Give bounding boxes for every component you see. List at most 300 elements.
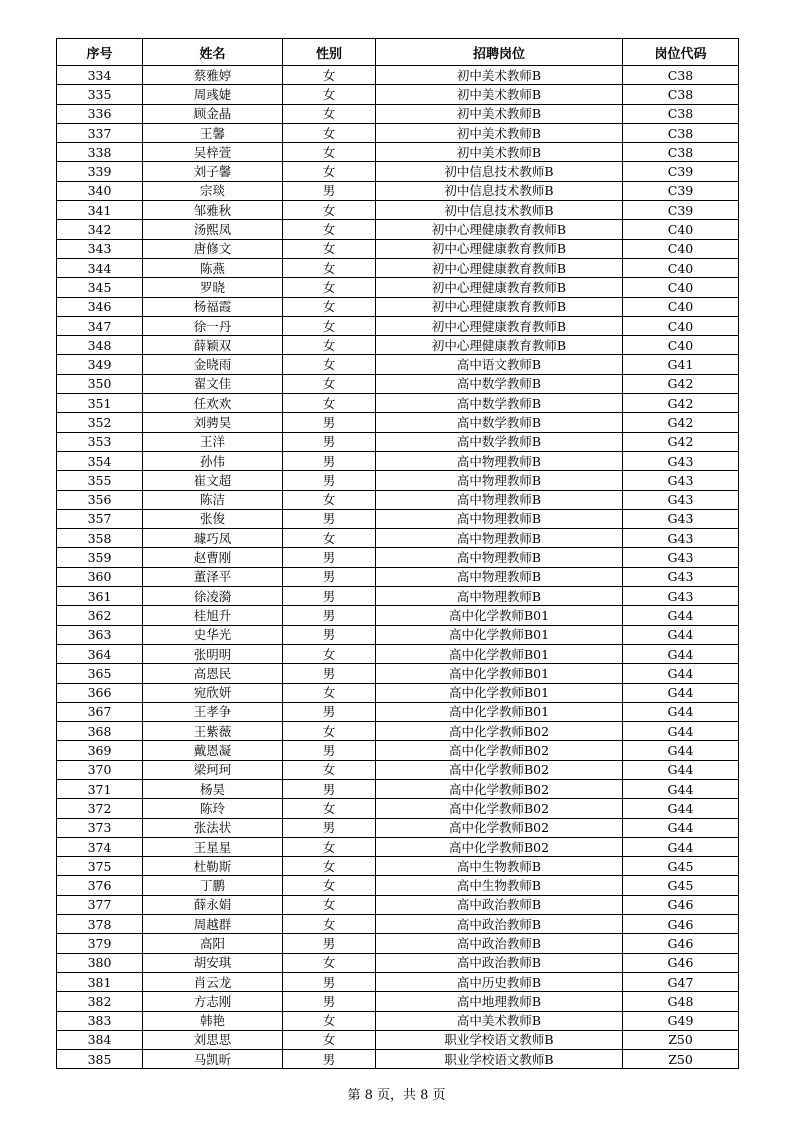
cell-name: 崔文超 — [143, 471, 283, 490]
cell-name: 高阳 — [143, 934, 283, 953]
cell-gender: 女 — [283, 895, 376, 914]
table-row — [57, 779, 739, 798]
header-position: 招聘岗位 — [376, 39, 623, 66]
cell-name: 杨福霞 — [143, 297, 283, 316]
cell-gender: 男 — [283, 181, 376, 200]
cell-index: 342 — [57, 220, 143, 239]
cell-position-code: C39 — [623, 201, 739, 220]
cell-position-code: G42 — [623, 432, 739, 451]
cell-name: 胡安琪 — [143, 953, 283, 972]
cell-name: 孙伟 — [143, 451, 283, 470]
cell-index: 377 — [57, 895, 143, 914]
table-row — [57, 741, 739, 760]
cell-position-code: G44 — [623, 644, 739, 663]
cell-index: 363 — [57, 625, 143, 644]
cell-index: 354 — [57, 451, 143, 470]
cell-index: 373 — [57, 818, 143, 837]
cell-gender: 女 — [283, 799, 376, 818]
table-row — [57, 529, 739, 548]
cell-gender: 女 — [283, 1011, 376, 1030]
cell-position-code: G44 — [623, 741, 739, 760]
cell-gender: 男 — [283, 587, 376, 606]
cell-index: 362 — [57, 606, 143, 625]
table-row — [57, 1050, 739, 1069]
cell-index: 376 — [57, 876, 143, 895]
table-row — [57, 374, 739, 393]
cell-gender: 女 — [283, 297, 376, 316]
table-row — [57, 181, 739, 200]
cell-name: 翟文佳 — [143, 374, 283, 393]
cell-name: 王紫薇 — [143, 722, 283, 741]
cell-gender: 男 — [283, 1050, 376, 1069]
cell-position: 高中数学教师B — [376, 374, 623, 393]
table-row — [57, 123, 739, 142]
cell-name: 梁珂珂 — [143, 760, 283, 779]
cell-position-code: G44 — [623, 837, 739, 856]
cell-gender: 女 — [283, 683, 376, 702]
cell-position: 初中心理健康教育教师B — [376, 258, 623, 277]
cell-position-code: G43 — [623, 548, 739, 567]
cell-name: 马凯昕 — [143, 1050, 283, 1069]
cell-name: 徐凌漪 — [143, 587, 283, 606]
cell-position: 高中物理教师B — [376, 567, 623, 586]
cell-index: 383 — [57, 1011, 143, 1030]
cell-position: 高中化学教师B01 — [376, 664, 623, 683]
cell-position: 高中历史教师B — [376, 972, 623, 991]
table-row — [57, 567, 739, 586]
cell-index: 382 — [57, 992, 143, 1011]
table-row — [57, 220, 739, 239]
table-row — [57, 587, 739, 606]
cell-gender: 女 — [283, 162, 376, 181]
header-gender: 性别 — [283, 39, 376, 66]
table-row — [57, 702, 739, 721]
cell-position: 初中美术教师B — [376, 66, 623, 85]
table-row — [57, 895, 739, 914]
cell-gender: 男 — [283, 413, 376, 432]
cell-position-code: G45 — [623, 876, 739, 895]
cell-position: 高中政治教师B — [376, 915, 623, 934]
header-row — [57, 39, 739, 66]
cell-position-code: C38 — [623, 66, 739, 85]
cell-position-code: G44 — [623, 625, 739, 644]
cell-index: 353 — [57, 432, 143, 451]
header-index: 序号 — [57, 39, 143, 66]
cell-index: 385 — [57, 1050, 143, 1069]
table-row — [57, 857, 739, 876]
page-footer: 第 8 页，共 8 页 — [347, 1088, 446, 1103]
cell-name: 高恩民 — [143, 664, 283, 683]
cell-position: 初中心理健康教育教师B — [376, 239, 623, 258]
cell-index: 343 — [57, 239, 143, 258]
table-row — [57, 1011, 739, 1030]
table-row — [57, 509, 739, 528]
cell-name: 史华光 — [143, 625, 283, 644]
cell-gender: 女 — [283, 1030, 376, 1049]
table-row — [57, 413, 739, 432]
cell-name: 邹雅秋 — [143, 201, 283, 220]
cell-gender: 女 — [283, 837, 376, 856]
cell-index: 381 — [57, 972, 143, 991]
cell-gender: 男 — [283, 432, 376, 451]
table-row — [57, 799, 739, 818]
cell-index: 384 — [57, 1030, 143, 1049]
cell-index: 339 — [57, 162, 143, 181]
cell-position-code: G43 — [623, 451, 739, 470]
cell-name: 戴恩凝 — [143, 741, 283, 760]
header-name: 姓名 — [143, 39, 283, 66]
cell-index: 335 — [57, 85, 143, 104]
cell-name: 刘思思 — [143, 1030, 283, 1049]
table-row — [57, 104, 739, 123]
cell-name: 肖云龙 — [143, 972, 283, 991]
cell-position-code: G46 — [623, 915, 739, 934]
table-row — [57, 201, 739, 220]
cell-position: 初中信息技术教师B — [376, 201, 623, 220]
table-row — [57, 818, 739, 837]
cell-position-code: G44 — [623, 799, 739, 818]
cell-gender: 女 — [283, 220, 376, 239]
cell-gender: 女 — [283, 85, 376, 104]
cell-index: 345 — [57, 278, 143, 297]
cell-position-code: Z50 — [623, 1050, 739, 1069]
cell-name: 杨昊 — [143, 779, 283, 798]
cell-name: 方志刚 — [143, 992, 283, 1011]
cell-name: 周越群 — [143, 915, 283, 934]
table-row — [57, 837, 739, 856]
table-row — [57, 278, 739, 297]
cell-position-code: G42 — [623, 374, 739, 393]
cell-name: 王洋 — [143, 432, 283, 451]
table-row — [57, 644, 739, 663]
cell-position-code: C40 — [623, 239, 739, 258]
table-row — [57, 915, 739, 934]
cell-gender: 女 — [283, 394, 376, 413]
cell-position-code: C40 — [623, 316, 739, 335]
cell-gender: 女 — [283, 722, 376, 741]
cell-position: 高中化学教师B02 — [376, 722, 623, 741]
table-row — [57, 316, 739, 335]
cell-position: 高中政治教师B — [376, 895, 623, 914]
cell-position-code: G43 — [623, 509, 739, 528]
header-position-code: 岗位代码 — [623, 39, 739, 66]
table-row — [57, 760, 739, 779]
cell-name: 张法状 — [143, 818, 283, 837]
cell-index: 346 — [57, 297, 143, 316]
cell-position: 高中数学教师B — [376, 413, 623, 432]
cell-gender: 女 — [283, 490, 376, 509]
cell-gender: 男 — [283, 934, 376, 953]
cell-name: 周彧婕 — [143, 85, 283, 104]
table-row — [57, 162, 739, 181]
cell-position-code: G43 — [623, 567, 739, 586]
cell-gender: 男 — [283, 567, 376, 586]
cell-position: 初中美术教师B — [376, 143, 623, 162]
table-row — [57, 143, 739, 162]
cell-gender: 男 — [283, 471, 376, 490]
cell-index: 378 — [57, 915, 143, 934]
cell-index: 349 — [57, 355, 143, 374]
cell-name: 罗晓 — [143, 278, 283, 297]
cell-position: 高中生物教师B — [376, 857, 623, 876]
cell-position-code: G46 — [623, 934, 739, 953]
table-row — [57, 606, 739, 625]
cell-gender: 女 — [283, 123, 376, 142]
cell-name: 丁鹏 — [143, 876, 283, 895]
cell-name: 薛颖双 — [143, 336, 283, 355]
cell-position-code: G43 — [623, 587, 739, 606]
cell-position-code: G45 — [623, 857, 739, 876]
roster-table — [56, 38, 739, 1069]
cell-gender: 男 — [283, 779, 376, 798]
cell-position: 高中化学教师B02 — [376, 818, 623, 837]
table-row — [57, 471, 739, 490]
cell-index: 341 — [57, 201, 143, 220]
cell-position: 初中心理健康教育教师B — [376, 220, 623, 239]
cell-gender: 女 — [283, 857, 376, 876]
cell-name: 任欢欢 — [143, 394, 283, 413]
cell-gender: 女 — [283, 278, 376, 297]
cell-index: 357 — [57, 509, 143, 528]
cell-index: 347 — [57, 316, 143, 335]
cell-index: 380 — [57, 953, 143, 972]
cell-position-code: C40 — [623, 297, 739, 316]
table-row — [57, 451, 739, 470]
cell-index: 336 — [57, 104, 143, 123]
cell-index: 340 — [57, 181, 143, 200]
cell-gender: 女 — [283, 336, 376, 355]
cell-gender: 女 — [283, 760, 376, 779]
cell-position: 高中美术教师B — [376, 1011, 623, 1030]
cell-gender: 男 — [283, 664, 376, 683]
cell-position: 高中物理教师B — [376, 490, 623, 509]
cell-position: 初中心理健康教育教师B — [376, 278, 623, 297]
cell-position-code: G44 — [623, 760, 739, 779]
cell-position-code: C39 — [623, 162, 739, 181]
cell-position: 初中心理健康教育教师B — [376, 336, 623, 355]
cell-position-code: C40 — [623, 220, 739, 239]
table-row — [57, 432, 739, 451]
cell-index: 344 — [57, 258, 143, 277]
cell-position: 高中政治教师B — [376, 934, 623, 953]
cell-index: 375 — [57, 857, 143, 876]
table-row — [57, 683, 739, 702]
cell-position-code: G42 — [623, 394, 739, 413]
cell-name: 张明明 — [143, 644, 283, 663]
cell-name: 蔡雅婷 — [143, 66, 283, 85]
cell-gender: 男 — [283, 741, 376, 760]
cell-name: 杜勒斯 — [143, 857, 283, 876]
cell-position: 高中物理教师B — [376, 529, 623, 548]
cell-gender: 女 — [283, 953, 376, 972]
cell-index: 361 — [57, 587, 143, 606]
cell-position: 职业学校语文教师B — [376, 1050, 623, 1069]
cell-position-code: G44 — [623, 683, 739, 702]
cell-gender: 女 — [283, 66, 376, 85]
cell-name: 韩艳 — [143, 1011, 283, 1030]
cell-position-code: G44 — [623, 606, 739, 625]
cell-position: 高中化学教师B01 — [376, 644, 623, 663]
cell-name: 徐一丹 — [143, 316, 283, 335]
cell-name: 张俊 — [143, 509, 283, 528]
cell-position: 高中政治教师B — [376, 953, 623, 972]
cell-position-code: C38 — [623, 104, 739, 123]
cell-position-code: G44 — [623, 818, 739, 837]
cell-position-code: G43 — [623, 471, 739, 490]
cell-gender: 男 — [283, 625, 376, 644]
cell-index: 369 — [57, 741, 143, 760]
cell-gender: 男 — [283, 509, 376, 528]
cell-index: 374 — [57, 837, 143, 856]
table-row — [57, 490, 739, 509]
cell-gender: 男 — [283, 992, 376, 1011]
cell-gender: 女 — [283, 915, 376, 934]
cell-position-code: G46 — [623, 953, 739, 972]
cell-index: 367 — [57, 702, 143, 721]
cell-position-code: G44 — [623, 702, 739, 721]
table-row — [57, 258, 739, 277]
cell-name: 宗琰 — [143, 181, 283, 200]
table-row — [57, 722, 739, 741]
table-row — [57, 1030, 739, 1049]
cell-position-code: G48 — [623, 992, 739, 1011]
cell-position: 高中物理教师B — [376, 587, 623, 606]
cell-index: 360 — [57, 567, 143, 586]
cell-name: 唐修文 — [143, 239, 283, 258]
cell-name: 王星星 — [143, 837, 283, 856]
table-row — [57, 394, 739, 413]
cell-position-code: G44 — [623, 779, 739, 798]
cell-position: 高中语文教师B — [376, 355, 623, 374]
cell-position: 高中化学教师B01 — [376, 606, 623, 625]
cell-name: 陈燕 — [143, 258, 283, 277]
cell-position-code: G43 — [623, 529, 739, 548]
cell-name: 璩巧凤 — [143, 529, 283, 548]
cell-position: 高中化学教师B02 — [376, 799, 623, 818]
cell-position: 高中数学教师B — [376, 432, 623, 451]
table-row — [57, 297, 739, 316]
cell-position-code: C39 — [623, 181, 739, 200]
cell-position-code: C40 — [623, 278, 739, 297]
cell-gender: 男 — [283, 702, 376, 721]
cell-index: 359 — [57, 548, 143, 567]
cell-position-code: C40 — [623, 336, 739, 355]
cell-position: 初中美术教师B — [376, 85, 623, 104]
cell-position-code: G47 — [623, 972, 739, 991]
cell-position: 高中化学教师B02 — [376, 837, 623, 856]
cell-index: 334 — [57, 66, 143, 85]
cell-name: 王馨 — [143, 123, 283, 142]
cell-index: 356 — [57, 490, 143, 509]
cell-position: 初中信息技术教师B — [376, 162, 623, 181]
table-row — [57, 66, 739, 85]
cell-index: 370 — [57, 760, 143, 779]
cell-position: 高中化学教师B02 — [376, 741, 623, 760]
cell-gender: 男 — [283, 606, 376, 625]
cell-gender: 男 — [283, 548, 376, 567]
cell-position: 高中数学教师B — [376, 394, 623, 413]
cell-position: 初中信息技术教师B — [376, 181, 623, 200]
cell-gender: 男 — [283, 972, 376, 991]
cell-name: 董泽平 — [143, 567, 283, 586]
cell-position: 初中美术教师B — [376, 123, 623, 142]
table-row — [57, 336, 739, 355]
cell-index: 379 — [57, 934, 143, 953]
cell-position: 高中物理教师B — [376, 548, 623, 567]
cell-name: 吴梓萱 — [143, 143, 283, 162]
cell-gender: 男 — [283, 818, 376, 837]
cell-index: 372 — [57, 799, 143, 818]
cell-position-code: C38 — [623, 143, 739, 162]
table-row — [57, 664, 739, 683]
cell-position: 高中化学教师B01 — [376, 625, 623, 644]
cell-gender: 女 — [283, 644, 376, 663]
cell-position-code: C40 — [623, 258, 739, 277]
cell-gender: 女 — [283, 374, 376, 393]
cell-gender: 女 — [283, 143, 376, 162]
table-row — [57, 625, 739, 644]
cell-gender: 女 — [283, 239, 376, 258]
cell-position: 初中美术教师B — [376, 104, 623, 123]
cell-name: 汤熙凤 — [143, 220, 283, 239]
cell-gender: 女 — [283, 876, 376, 895]
cell-name: 刘子馨 — [143, 162, 283, 181]
cell-position: 高中化学教师B01 — [376, 702, 623, 721]
cell-name: 王孝争 — [143, 702, 283, 721]
cell-gender: 男 — [283, 451, 376, 470]
table-row — [57, 239, 739, 258]
cell-index: 338 — [57, 143, 143, 162]
cell-position: 高中物理教师B — [376, 451, 623, 470]
table-row — [57, 972, 739, 991]
cell-position: 初中心理健康教育教师B — [376, 297, 623, 316]
table-row — [57, 548, 739, 567]
cell-position-code: G41 — [623, 355, 739, 374]
cell-position-code: G42 — [623, 413, 739, 432]
cell-index: 371 — [57, 779, 143, 798]
cell-index: 337 — [57, 123, 143, 142]
cell-name: 薛永娟 — [143, 895, 283, 914]
cell-index: 364 — [57, 644, 143, 663]
table-row — [57, 934, 739, 953]
cell-gender: 女 — [283, 258, 376, 277]
cell-index: 351 — [57, 394, 143, 413]
table-body — [57, 66, 739, 1069]
cell-gender: 女 — [283, 529, 376, 548]
cell-position-code: C38 — [623, 123, 739, 142]
cell-name: 金晓雨 — [143, 355, 283, 374]
cell-position: 高中物理教师B — [376, 471, 623, 490]
cell-gender: 女 — [283, 316, 376, 335]
cell-gender: 女 — [283, 355, 376, 374]
cell-name: 宛欣妍 — [143, 683, 283, 702]
table-row — [57, 876, 739, 895]
table-row — [57, 992, 739, 1011]
cell-position: 职业学校语文教师B — [376, 1030, 623, 1049]
cell-gender: 女 — [283, 104, 376, 123]
cell-index: 368 — [57, 722, 143, 741]
cell-position-code: Z50 — [623, 1030, 739, 1049]
cell-index: 352 — [57, 413, 143, 432]
cell-position: 初中心理健康教育教师B — [376, 316, 623, 335]
cell-position: 高中化学教师B02 — [376, 760, 623, 779]
cell-index: 365 — [57, 664, 143, 683]
cell-position-code: G46 — [623, 895, 739, 914]
cell-position-code: C38 — [623, 85, 739, 104]
table-row — [57, 85, 739, 104]
cell-name: 顾金晶 — [143, 104, 283, 123]
cell-position: 高中生物教师B — [376, 876, 623, 895]
